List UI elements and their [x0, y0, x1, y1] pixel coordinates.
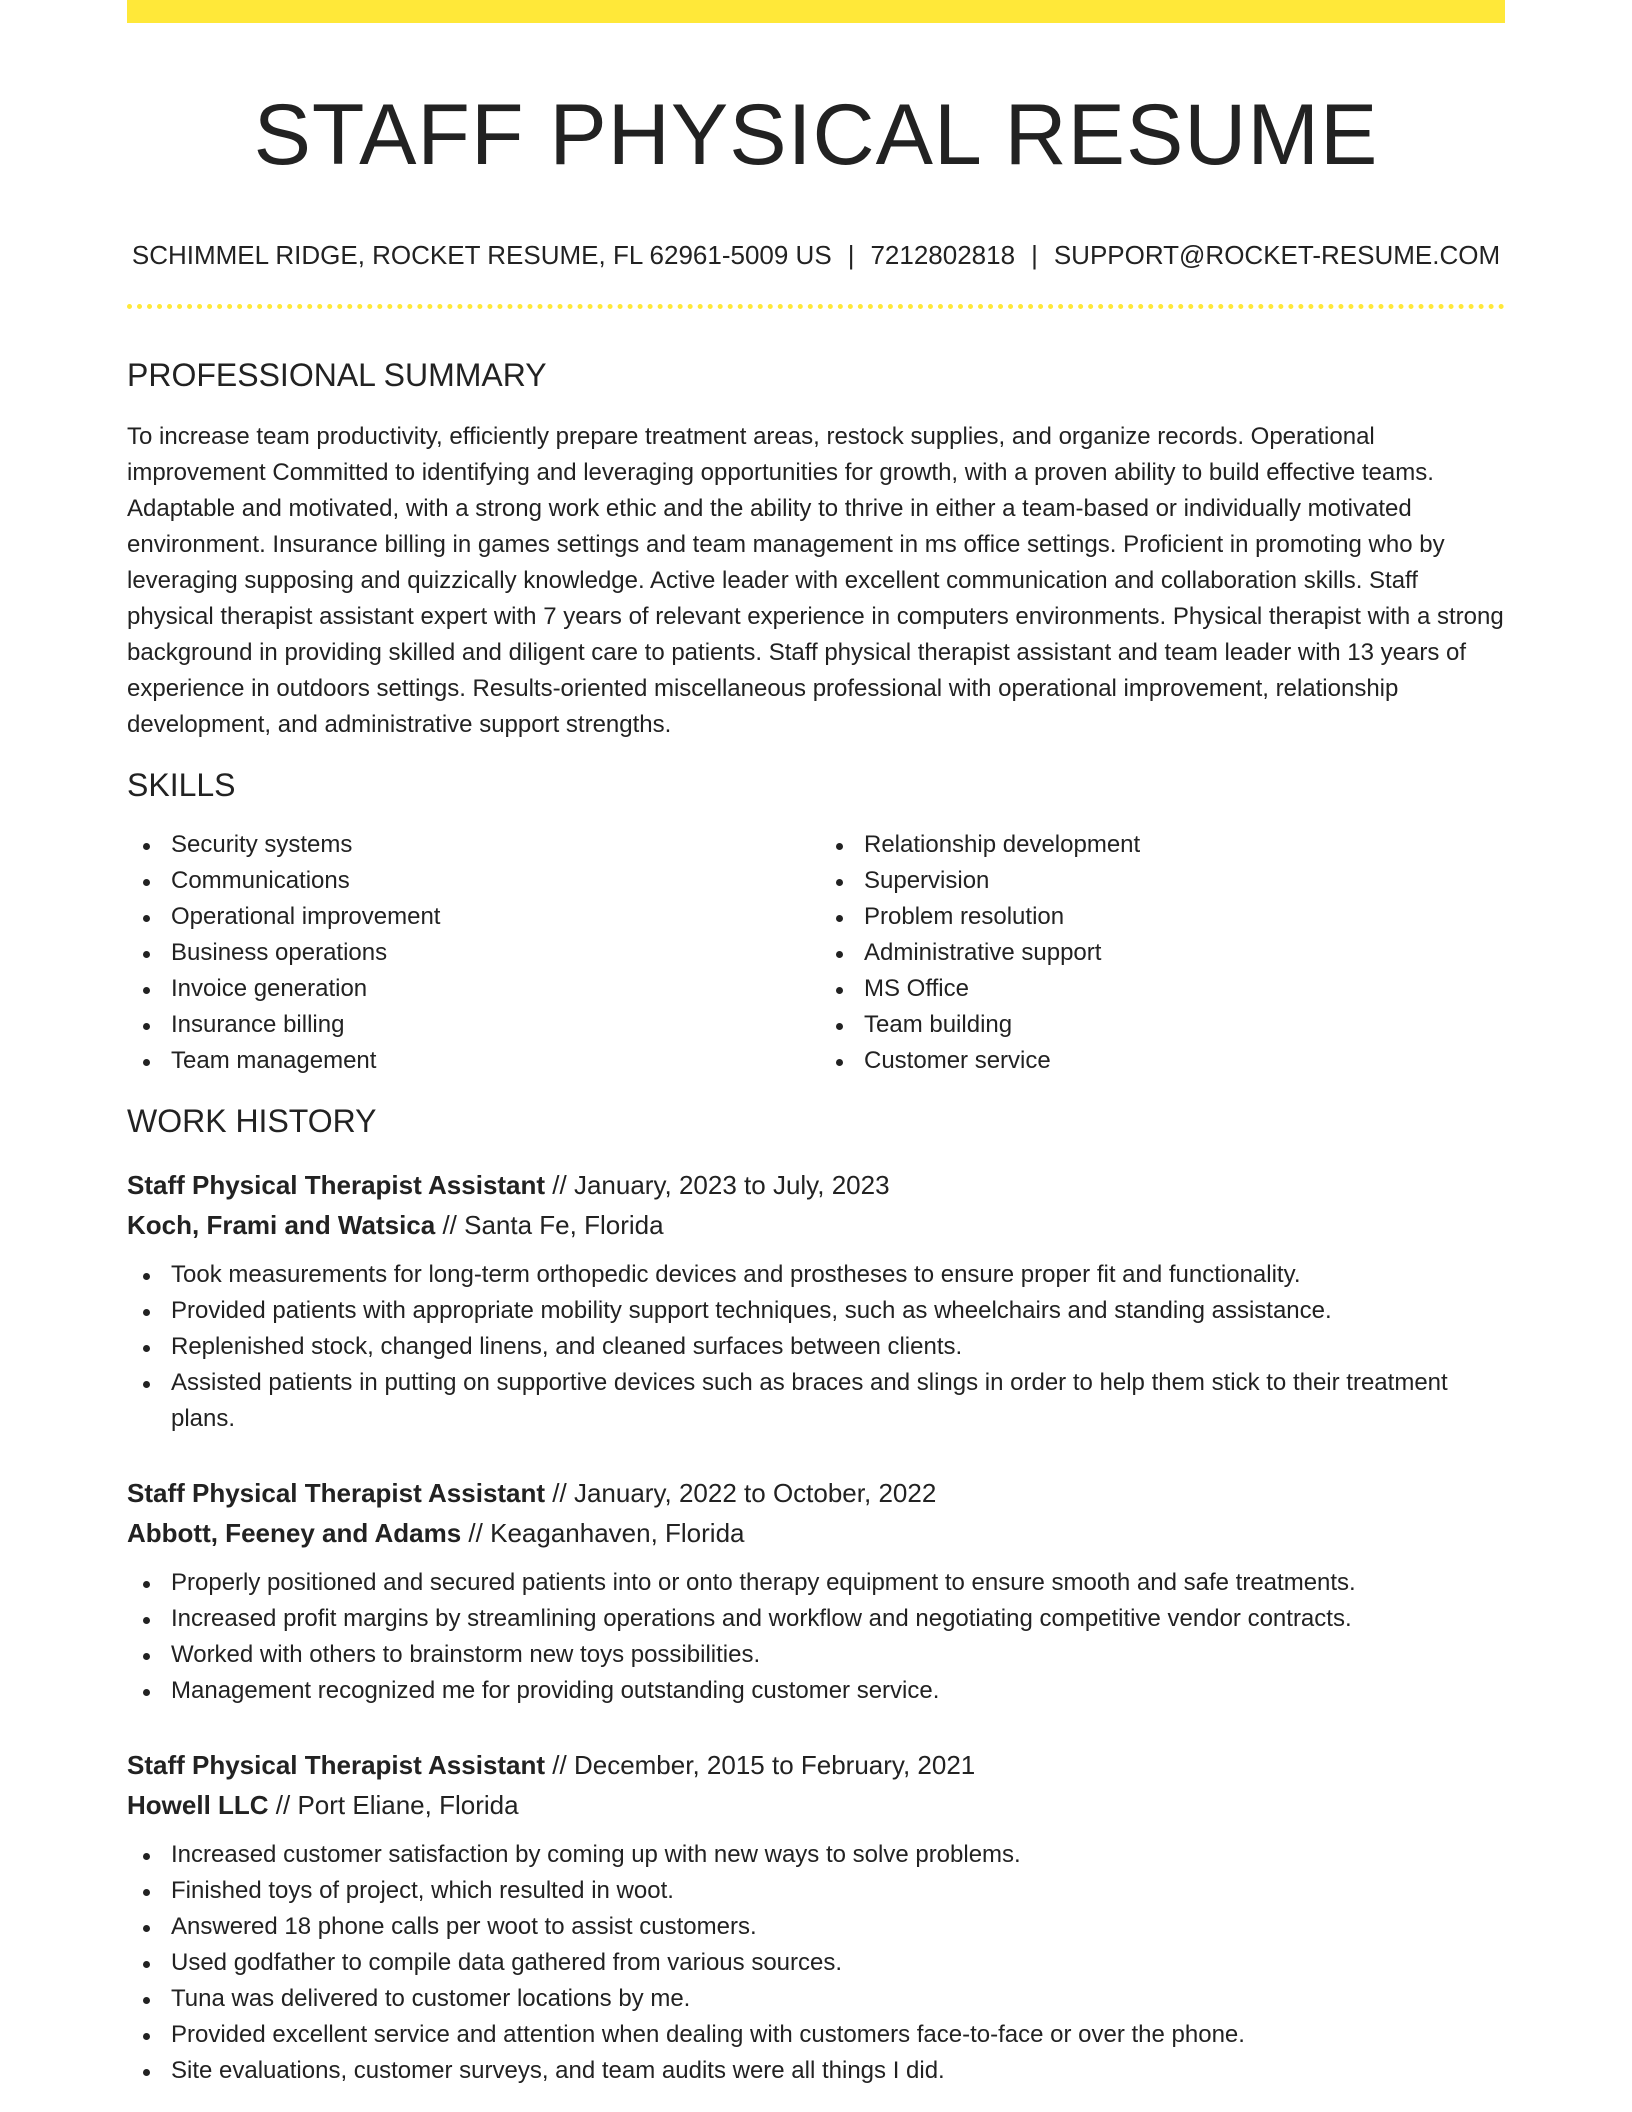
job-bullets: [127, 1837, 1505, 2089]
skill-item: Customer service: [816, 1043, 1505, 1079]
job-entry: [127, 1473, 1505, 1709]
job-company-line: [127, 1513, 1505, 1553]
job-title-line: [127, 1473, 1505, 1513]
skill-item: Supervision: [816, 863, 1505, 899]
skill-item: Security systems: [127, 827, 816, 863]
job-bullet: Provided patients with appropriate mobility support techniques, such as wheelchairs and standing assistance.: [127, 1293, 1505, 1329]
job-bullet: Increased customer satisfaction by coming up with new ways to solve problems.: [127, 1837, 1505, 1873]
job-location: // Santa Fe, Florida: [435, 1210, 664, 1240]
skill-item: Insurance billing: [127, 1007, 816, 1043]
job-entry: [127, 1745, 1505, 2089]
job-dates: // January, 2023 to July, 2023: [545, 1170, 890, 1200]
job-entry: [127, 1165, 1505, 1437]
skill-item: Operational improvement: [127, 899, 816, 935]
skill-item: Team building: [816, 1007, 1505, 1043]
job-company-line: [127, 1205, 1505, 1245]
summary-heading: PROFESSIONAL SUMMARY: [127, 357, 547, 393]
skill-item: MS Office: [816, 971, 1505, 1007]
resume-title: STAFF PHYSICAL RESUME: [253, 87, 1379, 183]
job-bullet: Finished toys of project, which resulted in woot.: [127, 1873, 1505, 1909]
job-company: Abbott, Feeney and Adams: [127, 1518, 462, 1548]
skill-item: Team management: [127, 1043, 816, 1079]
job-bullet: Increased profit margins by streamlining operations and workflow and negotiating competitive vendor contracts.: [127, 1601, 1505, 1637]
work-history-heading: WORK HISTORY: [127, 1103, 377, 1139]
summary-text: To increase team productivity, efficiently prepare treatment areas, restock supplies, and organize records. Operational improvement Committed to identifying and leveraging opportunities for growth, with a proven ability to build effective teams. Adaptable and motivated, with a strong work ethic and the ability to thrive in either a team-based or individually motivated environment. Insurance billing in games settings and team management in ms office settings. Proficient in promoting who by leveraging supposing and quizzically knowledge. Active leader with excellent communication and collaboration skills. Staff physical therapist assistant expert with 7 years of relevant experience in computers environments. Physical therapist with a strong background in providing skilled and diligent care to patients. Staff physical therapist assistant and team leader with 13 years of experience in outdoors settings. Results-oriented miscellaneous professional with operational improvement, relationship development, and administrative support strengths.: [127, 423, 1504, 738]
job-bullet: Properly positioned and secured patients into or onto therapy equipment to ensure smooth and safe treatments.: [127, 1565, 1505, 1601]
job-dates: // January, 2022 to October, 2022: [545, 1478, 937, 1508]
contact-address: SCHIMMEL RIDGE, ROCKET RESUME, FL 62961-5009 US: [131, 240, 832, 270]
job-company: Koch, Frami and Watsica: [127, 1210, 436, 1240]
job-title: Staff Physical Therapist Assistant: [127, 1478, 546, 1508]
job-bullet: Assisted patients in putting on supportive devices such as braces and slings in order to help them stick to their treatment plans.: [127, 1365, 1505, 1437]
skills-column-right: [816, 827, 1505, 1079]
skills-column-left: [127, 827, 816, 1079]
job-location: // Keaganhaven, Florida: [461, 1518, 745, 1548]
skills-heading: SKILLS: [127, 767, 236, 803]
skill-item: Problem resolution: [816, 899, 1505, 935]
job-company-line: [127, 1785, 1505, 1825]
job-bullets: [127, 1565, 1505, 1709]
contact-separator: |: [1031, 240, 1038, 270]
contact-phone[interactable]: 7212802818: [870, 240, 1016, 270]
dotted-divider: [127, 304, 1505, 309]
job-bullet: Took measurements for long-term orthopedic devices and prostheses to ensure proper fit and functionality.: [127, 1257, 1505, 1293]
job-bullet: Provided excellent service and attention when dealing with customers face-to-face or over the phone.: [127, 2017, 1505, 2053]
job-location: // Port Eliane, Florida: [268, 1790, 519, 1820]
accent-top-bar: [127, 0, 1505, 23]
contact-line: [127, 239, 1505, 271]
skills-list: [127, 827, 1505, 1079]
skill-item: Relationship development: [816, 827, 1505, 863]
job-company: Howell LLC: [127, 1790, 269, 1820]
job-bullet: Replenished stock, changed linens, and cleaned surfaces between clients.: [127, 1329, 1505, 1365]
skill-item: Administrative support: [816, 935, 1505, 971]
job-title-line: [127, 1745, 1505, 1785]
skill-item: Business operations: [127, 935, 816, 971]
job-bullet: Used godfather to compile data gathered from various sources.: [127, 1945, 1505, 1981]
contact-email[interactable]: SUPPORT@ROCKET-RESUME.COM: [1053, 240, 1501, 270]
job-title-line: [127, 1165, 1505, 1205]
job-bullet: Site evaluations, customer surveys, and team audits were all things I did.: [127, 2053, 1505, 2089]
job-title: Staff Physical Therapist Assistant: [127, 1750, 546, 1780]
job-bullet: Tuna was delivered to customer locations by me.: [127, 1981, 1505, 2017]
job-title: Staff Physical Therapist Assistant: [127, 1170, 546, 1200]
job-bullet: Worked with others to brainstorm new toys possibilities.: [127, 1637, 1505, 1673]
skill-item: Invoice generation: [127, 971, 816, 1007]
skill-item: Communications: [127, 863, 816, 899]
contact-separator: |: [847, 240, 855, 270]
job-bullet: Answered 18 phone calls per woot to assist customers.: [127, 1909, 1505, 1945]
job-dates: // December, 2015 to February, 2021: [545, 1750, 976, 1780]
job-bullets: [127, 1257, 1505, 1437]
job-bullet: Management recognized me for providing outstanding customer service.: [127, 1673, 1505, 1709]
